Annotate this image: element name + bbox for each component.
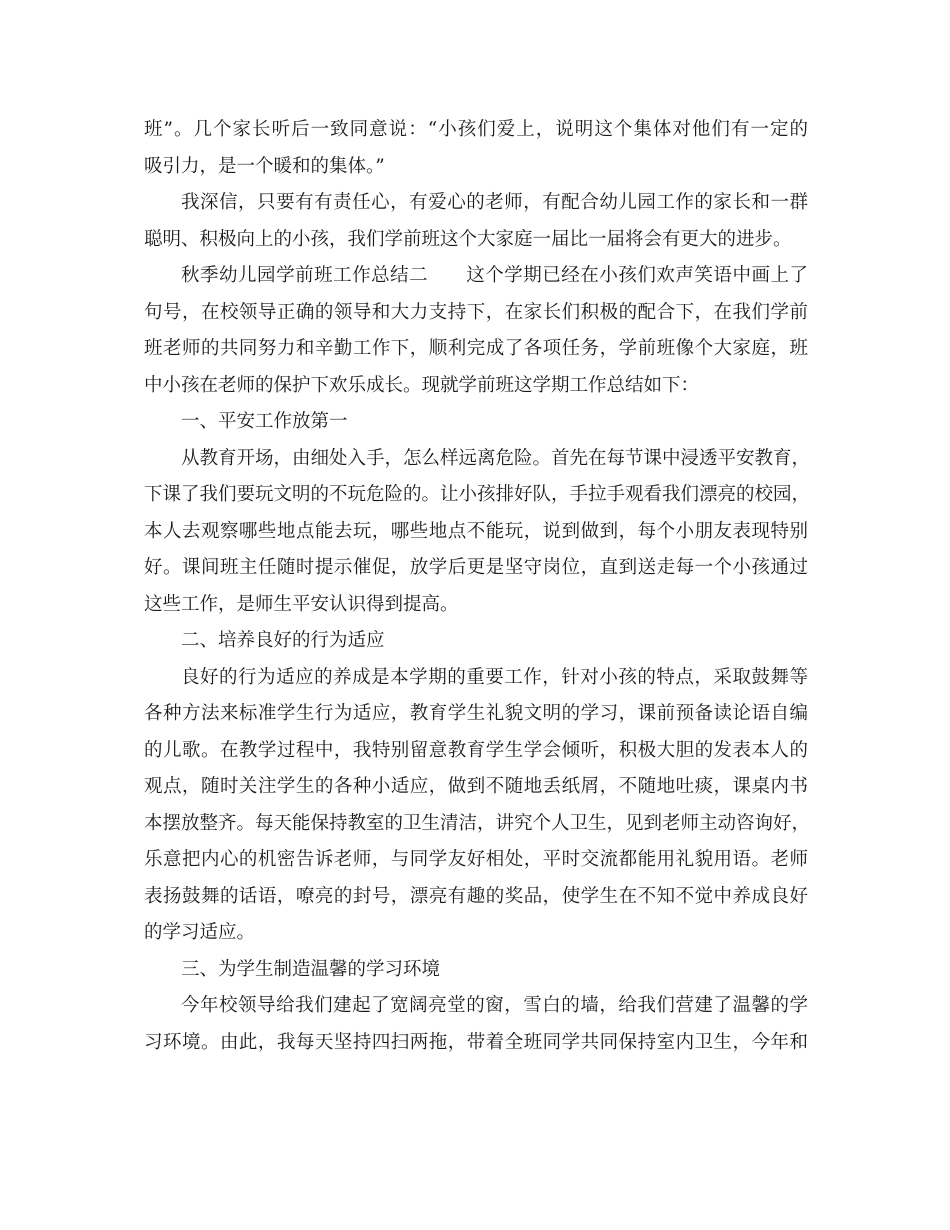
text-line: 好。课间班主任随时提示催促，放学后更是坚守岗位，直到送走每一个小孩通过 xyxy=(144,557,808,578)
text-line: 班”。几个家长听后一致同意说：“小孩们爱上，说明这个集体对他们有一定的 xyxy=(144,119,808,140)
text-line: 这些工作，是师生平安认识得到提高。 xyxy=(144,593,459,615)
text-line: 句号，在校领导正确的领导和大力支持下，在家长们积极的配合下，在我们学前 xyxy=(144,301,808,323)
text-line: 各种方法来标准学生行为适应，教育学生礼貌文明的学习，课前预备读论语自编 xyxy=(144,703,808,724)
section-heading: 一、平安工作放第一 xyxy=(181,411,348,432)
section-heading: 二、培养良好的行为适应 xyxy=(181,630,385,651)
text-line: 乐意把内心的机密告诉老师，与同学友好相处，平时交流都能用礼貌用语。老师 xyxy=(144,849,808,870)
text-line: 观点，随时关注学生的各种小适应，做到不随地丢纸屑，不随地吐痰，课桌内书 xyxy=(144,776,808,797)
text-line: 的儿歌。在教学过程中，我特别留意教育学生学会倾听，积极大胆的发表本人的 xyxy=(144,739,808,761)
text-line: 班老师的共同努力和辛勤工作下，顺利完成了各项任务，学前班像个大家庭，班 xyxy=(144,338,808,359)
paragraph-first-line: 从教育开场，由细处入手，怎么样远离危险。首先在每节课中浸透平安教育， xyxy=(181,447,811,469)
text-line: 表扬鼓舞的话语，嘹亮的封号，漂亮有趣的奖品，使学生在不知不觉中养成良好 xyxy=(144,885,808,907)
text-line: 聪明、积极向上的小孩，我们学前班这个大家庭一届比一届将会有更大的进步。 xyxy=(144,228,792,250)
text-line: 本人去观察哪些地点能去玩，哪些地点不能玩，说到做到，每个小朋友表现特别 xyxy=(144,520,808,542)
document-body xyxy=(144,112,811,1061)
paragraph-first-line: 我深信，只要有有责任心，有爱心的老师，有配合幼儿园工作的家长和一群 xyxy=(181,192,808,213)
paragraph-first-line: 良好的行为适应的养成是本学期的重要工作，针对小孩的特点，采取鼓舞等 xyxy=(181,666,808,688)
text-line: 中小孩在老师的保护下欢乐成长。现就学前班这学期工作总结如下： xyxy=(144,374,700,396)
text-line: 习环境。由此，我每天坚持四扫两拖，带着全班同学共同保持室内卫生，今年和 xyxy=(144,1031,808,1053)
text-line: 的学习适应。 xyxy=(144,922,256,943)
paragraph-first-line: 今年校领导给我们建起了宽阔亮堂的窗，雪白的墙，给我们营建了温馨的学 xyxy=(181,995,808,1016)
text-line: 下课了我们要玩文明的不玩危险的。让小孩排好队，手拉手观看我们漂亮的校园， xyxy=(144,484,811,505)
text-line: 吸引力，是一个暖和的集体。” xyxy=(144,155,385,177)
paragraph-first-line: 秋季幼儿园学前班工作总结二 这个学期已经在小孩们欢声笑语中画上了 xyxy=(181,265,808,286)
section-heading: 三、为学生制造温馨的学习环境 xyxy=(181,958,441,980)
text-line: 本摆放整齐。每天能保持教室的卫生清洁，讲究个人卫生，见到老师主动咨询好， xyxy=(144,812,811,834)
